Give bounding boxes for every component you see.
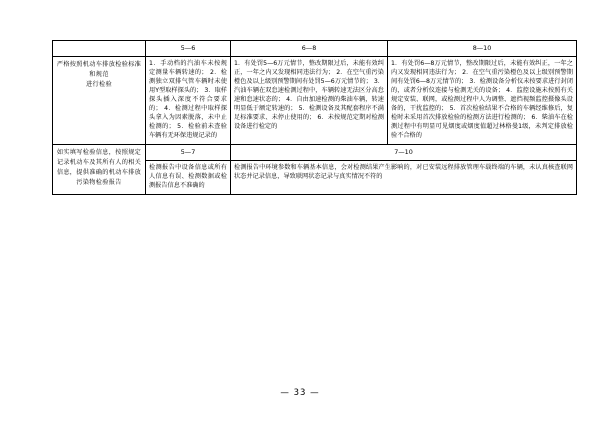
row-label-text: 如实填写检验信息，按照规定记录机动车及其所有人的相关信息，提供准确的机动车排放污染物检验报告 bbox=[56, 149, 142, 186]
regulation-table bbox=[52, 40, 577, 195]
row-label-report-accuracy bbox=[53, 145, 146, 195]
row-label-inspection-standard bbox=[53, 57, 146, 145]
cell-penalty-8-10 bbox=[388, 57, 577, 145]
header-cell-range-c-2: 7—10 bbox=[231, 145, 577, 161]
table-header-row bbox=[53, 41, 577, 57]
cell-text: 检测报告中环境参数和车辆基本信息，会对检测结果产生影响的，对已安装远程排放管理车载终端的车辆，未认真核查联网状态并记录信息，导致联网状态记录与真实情况不符的 bbox=[234, 164, 573, 181]
cell-penalty-6-8 bbox=[231, 57, 388, 145]
header-cell-range-b: 6—8 bbox=[231, 41, 388, 57]
cell-text: 检测报告中设备信息或所有人信息有误、检测数据或检测报告信息不准确的 bbox=[149, 164, 227, 190]
cell-penalty-5-6 bbox=[146, 57, 231, 145]
header-cell-range-a: 5—6 bbox=[146, 41, 231, 57]
table-row bbox=[53, 57, 577, 145]
header-cell-label bbox=[53, 41, 146, 57]
header-cell-range-c: 8—10 bbox=[388, 41, 577, 57]
cell-text: 1．有处罚6—8万元情节，整改期限过后，未能有效纠正，一年之内又发现相同违法行为； 2．在空气重污染橙色及以上级别预警期间有处罚6—8万元情节的； 3．检测设备分析仪未按要求进行封闭的，或者分析仪连接与检测无关的设备； 4．监控设施未按照有关规定安装、联网，或检测过程中人为调整、遮挡视频监控摄像头设备的，干扰监控的； 5．首次检验结果不合格的车辆经维修后，复检时未采用首次排放检验的检测方法进行检测的； 6．柴油车在检测过程中有明显可见烟度或烟度值超过林格曼1级，未判定排放检验不合格的 bbox=[391, 60, 573, 140]
cell-penalty-5-7 bbox=[146, 161, 231, 195]
header-cell-range-a-2: 5—7 bbox=[146, 145, 231, 161]
row-label-text: 严格按照机动车排放检验标准和规范 进行检验 bbox=[56, 61, 142, 89]
page-number: — 33 — bbox=[280, 388, 320, 398]
cell-penalty-7-10 bbox=[231, 161, 577, 195]
table-subheader-row bbox=[53, 145, 577, 161]
cell-text: 1．手动档的汽油车未按规定测量车辆转速的； 2．检测独立双排气管车辆时未使用Y型取样探头的； 3．取样探头插入深度不符合要求的； 4．检测过程中取样探头拿入为因素脱落，未中止检测的； 5．检验前未查验车辆有无环保违规记录的 bbox=[149, 60, 227, 140]
cell-text: 1．有处罚5—6万元情节，整改期限过后，未能有效纠正，一年之内又发现相同违法行为； 2．在空气重污染橙色及以上级别预警期间有处罚5—6万元情节的； 3．汽油车辆在双怠速检测过程中，车辆转速无法区分高怠速和怠速状态的； 4．自由加速检测的柴油车辆，转速明显低于额定转速的； 5．检测设备及其配套程序不满足标准要求、未停止使用的； 6．未按规范定期对检测设备进行检定的 bbox=[234, 60, 384, 131]
